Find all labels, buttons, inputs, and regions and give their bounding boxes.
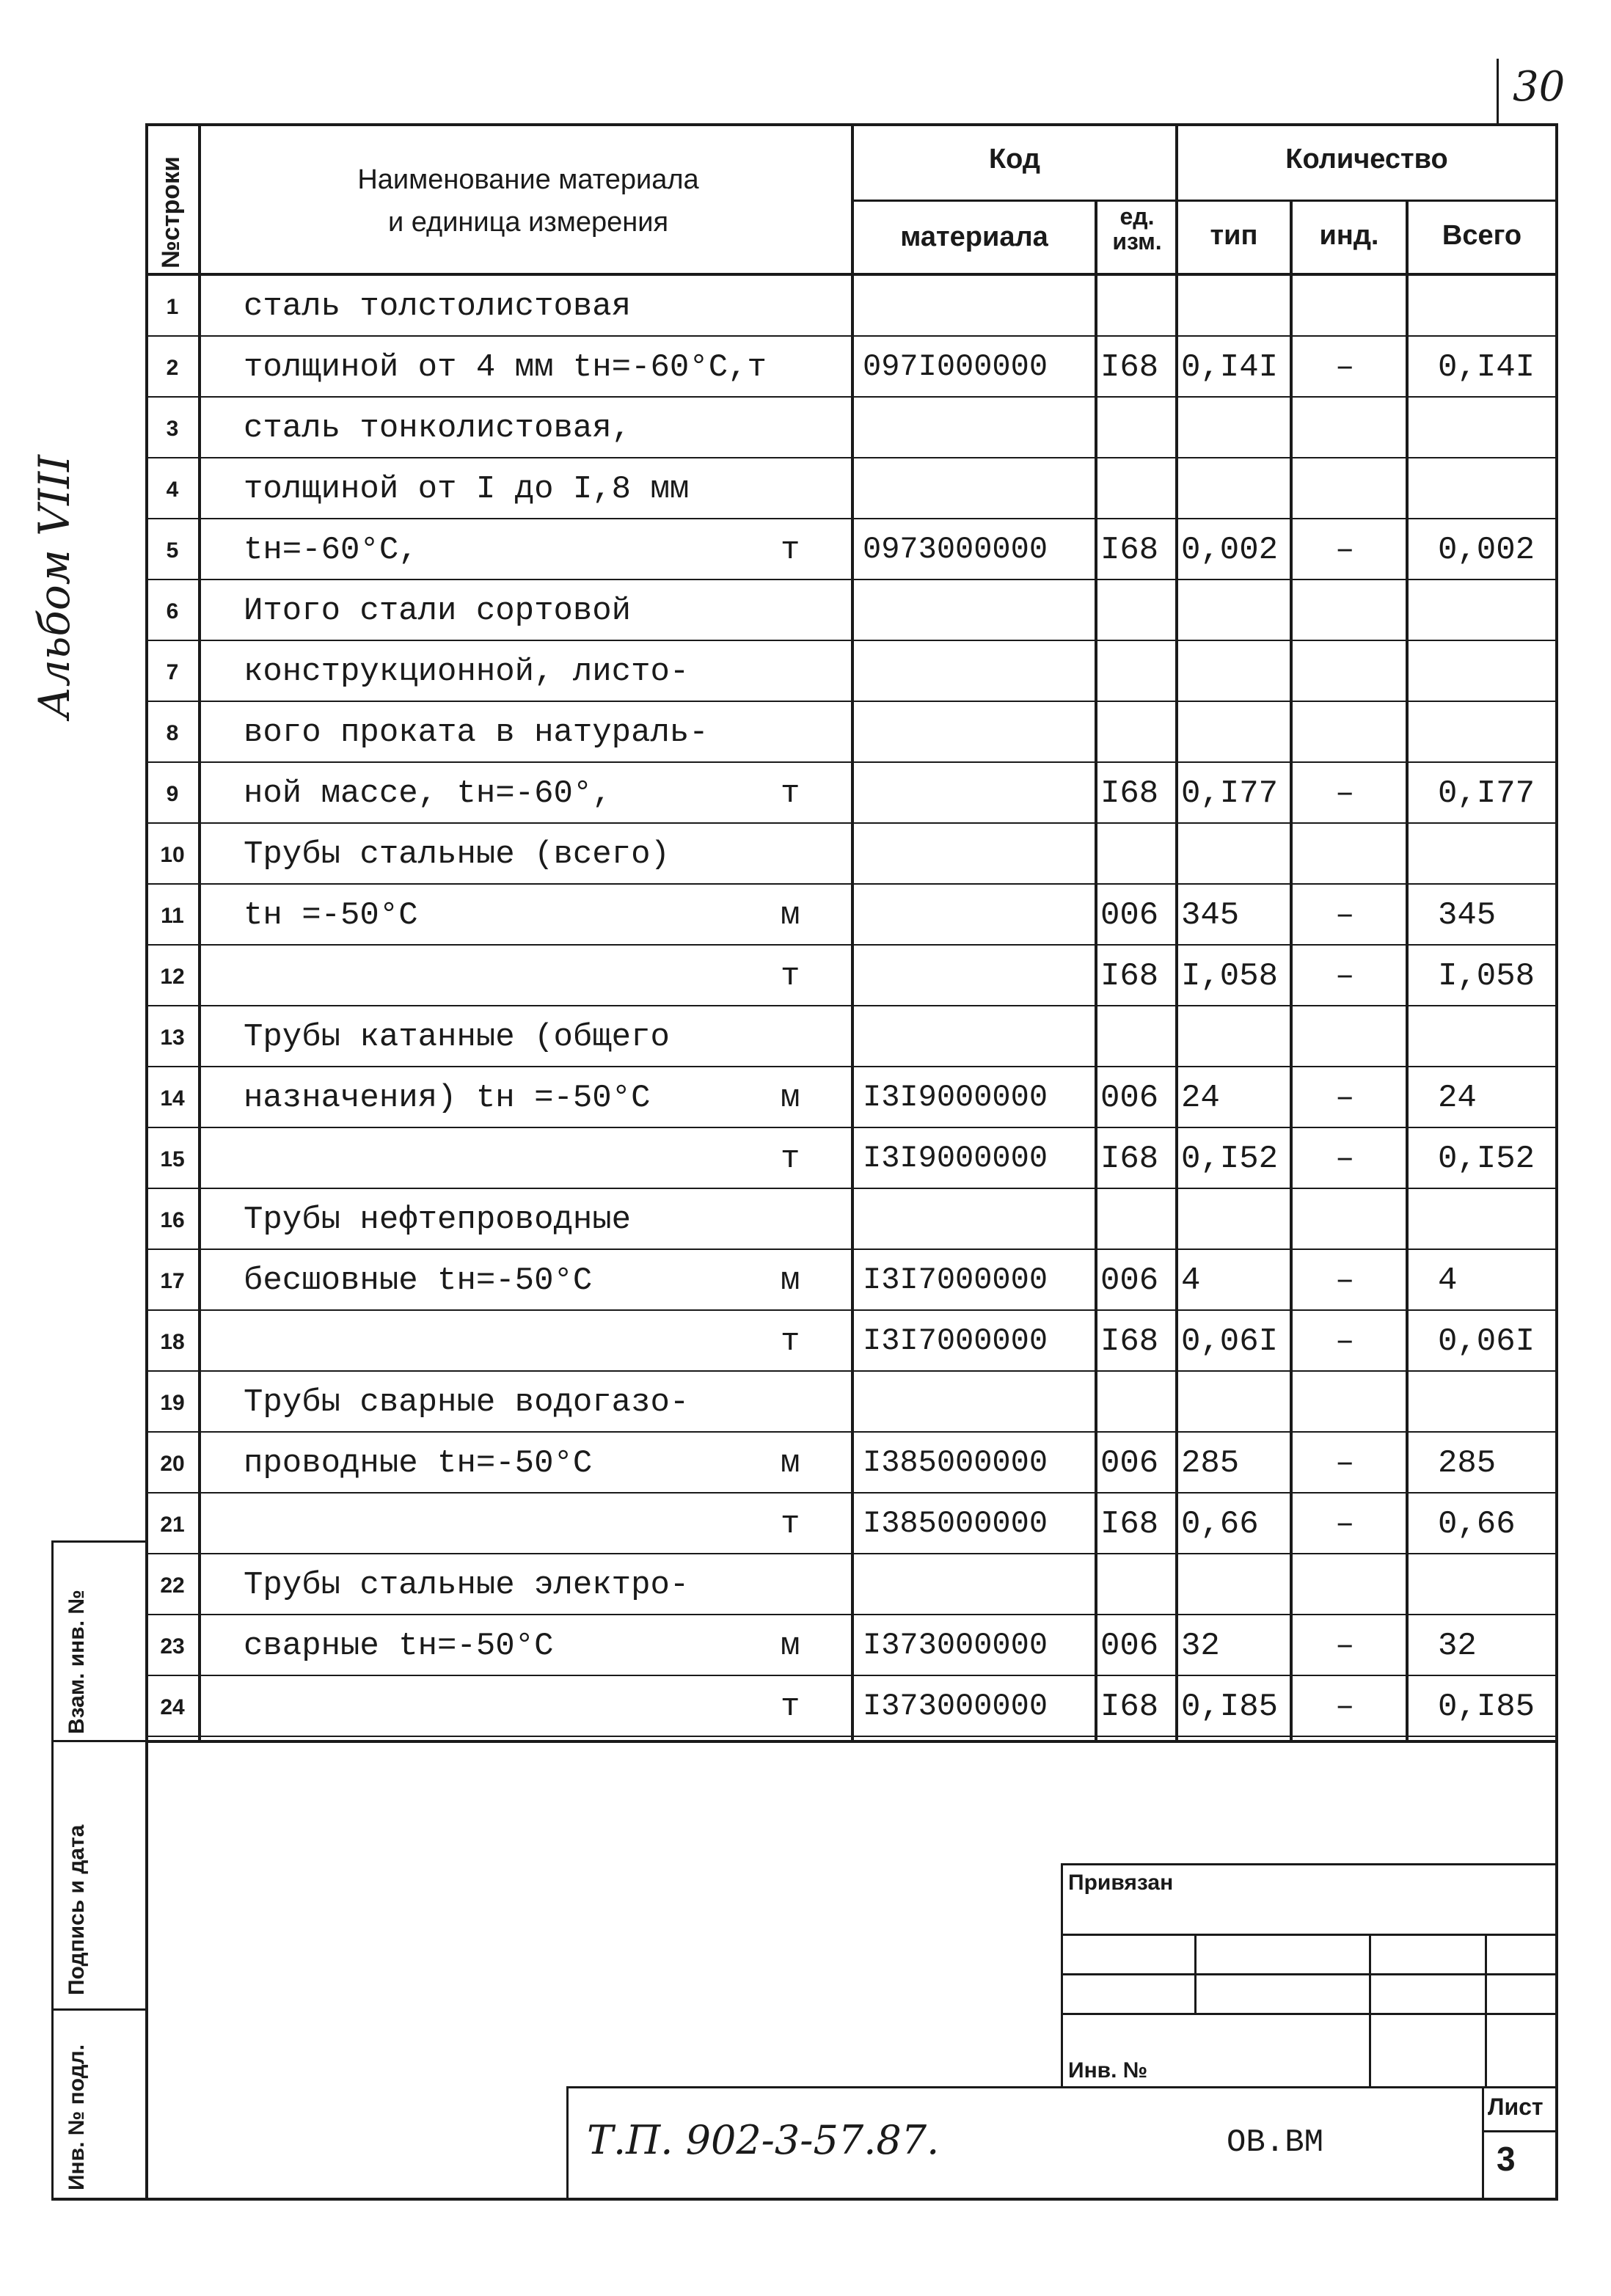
row-number: 3: [166, 417, 179, 441]
label-privyazan: Привязан: [1068, 1871, 1174, 1895]
unit-letter: т: [781, 1689, 800, 1725]
material-name: толщиной от I до I,8 мм: [244, 471, 690, 508]
qty-ind: –: [1335, 532, 1355, 568]
row-number: 6: [166, 599, 179, 624]
qty-type: 0,I77: [1181, 775, 1279, 812]
qty-total: 32: [1438, 1628, 1477, 1664]
row-number: 11: [161, 904, 184, 928]
material-code: I385000000: [863, 1445, 1048, 1480]
row-number: 19: [160, 1391, 185, 1415]
document-code: Т.П. 902-3-57.87.: [587, 2117, 940, 2163]
sheet-number: 3: [1497, 2140, 1516, 2178]
material-name: проводные tн=-50°С: [244, 1445, 593, 1482]
material-code: I3I9000000: [863, 1080, 1048, 1115]
unit-letter: м: [781, 897, 800, 934]
qty-total: 0,I52: [1438, 1141, 1535, 1177]
row-number: 16: [160, 1208, 185, 1232]
material-code: 0973000000: [863, 532, 1048, 567]
unit-letter: м: [781, 1628, 800, 1664]
qty-total: 0,002: [1438, 532, 1535, 568]
qty-ind: –: [1335, 1506, 1355, 1543]
label-inv-no: Инв. №: [1068, 2058, 1148, 2083]
document-mark: ОВ.ВМ: [1227, 2124, 1324, 2161]
row-number: 8: [166, 721, 179, 745]
label-vzam-inv: Взам. инв. №: [65, 1590, 89, 1734]
material-code: I385000000: [863, 1506, 1048, 1541]
unit-code: 006: [1100, 1262, 1159, 1299]
material-code: I3I7000000: [863, 1262, 1048, 1298]
qty-ind: –: [1335, 1445, 1355, 1482]
label-inv-podl: Инв. № подл.: [65, 2044, 89, 2190]
unit-code: I68: [1100, 1689, 1159, 1725]
row-number: 12: [160, 965, 185, 989]
page-number: 30: [1513, 63, 1566, 111]
material-code: I373000000: [863, 1628, 1048, 1663]
qty-ind: –: [1335, 1689, 1355, 1725]
header-quantity: Количество: [1285, 144, 1448, 175]
header-q-total: Всего: [1442, 220, 1522, 251]
material-name: Трубы стальные электро-: [244, 1567, 690, 1604]
qty-total: 24: [1438, 1080, 1477, 1116]
qty-type: 0,I4I: [1181, 349, 1279, 386]
material-name: ной массе, tн=-60°,: [244, 775, 612, 812]
qty-type: 4: [1181, 1262, 1201, 1299]
material-name: Трубы сварные водогазо-: [244, 1384, 690, 1421]
qty-type: 0,66: [1181, 1506, 1259, 1543]
unit-letter: т: [781, 1323, 800, 1360]
header-q-type: тип: [1210, 220, 1258, 251]
row-number: 24: [160, 1695, 185, 1719]
qty-ind: –: [1335, 897, 1355, 934]
row-number: 1: [166, 295, 179, 319]
qty-type: 345: [1181, 897, 1240, 934]
material-name: толщиной от 4 мм tн=-60°С,т: [244, 349, 767, 386]
unit-letter: т: [781, 1141, 800, 1177]
unit-letter: т: [781, 775, 800, 812]
qty-total: 345: [1438, 897, 1497, 934]
qty-ind: –: [1335, 775, 1355, 812]
material-name: сталь толстолистовая: [244, 288, 632, 325]
row-number: 9: [166, 782, 179, 806]
material-name: конструкционной, листо-: [244, 654, 690, 690]
unit-letter: м: [781, 1080, 800, 1116]
qty-ind: –: [1335, 1323, 1355, 1360]
material-code: I3I9000000: [863, 1141, 1048, 1176]
unit-code: 006: [1100, 897, 1159, 934]
unit-code: 006: [1100, 1445, 1159, 1482]
qty-total: 0,66: [1438, 1506, 1516, 1543]
row-number: 2: [166, 356, 179, 380]
row-number: 22: [160, 1573, 185, 1598]
material-name: tн=-60°С,: [244, 532, 418, 568]
material-name: сталь тонколистовая,: [244, 410, 632, 447]
material-name: бесшовные tн=-50°С: [244, 1262, 593, 1299]
unit-code: I68: [1100, 775, 1159, 812]
unit-code: I68: [1100, 1323, 1159, 1360]
qty-total: 0,06I: [1438, 1323, 1535, 1360]
qty-type: 24: [1181, 1080, 1220, 1116]
qty-type: 285: [1181, 1445, 1240, 1482]
material-name: Итого стали сортовой: [244, 593, 632, 629]
qty-type: 0,I85: [1181, 1689, 1279, 1725]
row-number: 21: [160, 1513, 185, 1537]
unit-letter: т: [781, 958, 800, 995]
material-name: сварные tн=-50°С: [244, 1628, 554, 1664]
header-row-number: №строки: [157, 156, 185, 268]
header-q-ind: инд.: [1319, 220, 1379, 251]
row-number: 4: [166, 478, 179, 502]
label-podpis-data: Подпись и дата: [65, 1824, 89, 1995]
row-number: 17: [160, 1269, 185, 1293]
material-code: 097I000000: [863, 349, 1048, 384]
row-number: 10: [160, 843, 185, 867]
unit-letter: м: [781, 1262, 800, 1299]
qty-ind: –: [1335, 1262, 1355, 1299]
unit-code: 006: [1100, 1628, 1159, 1664]
row-number: 18: [160, 1330, 185, 1354]
qty-total: 285: [1438, 1445, 1497, 1482]
unit-code: I68: [1100, 1141, 1159, 1177]
qty-ind: –: [1335, 1141, 1355, 1177]
unit-code: I68: [1100, 532, 1159, 568]
header-code-unit: ед. изм.: [1112, 203, 1162, 255]
qty-type: 0,06I: [1181, 1323, 1279, 1360]
row-number: 14: [160, 1086, 185, 1111]
unit-code: I68: [1100, 1506, 1159, 1543]
qty-ind: –: [1335, 349, 1355, 386]
qty-ind: –: [1335, 958, 1355, 995]
label-sheet: Лист: [1488, 2094, 1544, 2120]
unit-code: I68: [1100, 349, 1159, 386]
row-number: 20: [160, 1452, 185, 1476]
qty-ind: –: [1335, 1628, 1355, 1664]
row-number: 15: [160, 1147, 185, 1171]
material-name: назначения) tн =-50°С: [244, 1080, 651, 1116]
qty-total: 4: [1438, 1262, 1458, 1299]
row-number: 7: [166, 660, 179, 684]
material-name: Трубы катанные (общего: [244, 1019, 670, 1056]
unit-letter: т: [781, 1506, 800, 1543]
material-name: Трубы стальные (всего): [244, 836, 670, 873]
header-name-line2: и единица измерения: [387, 207, 669, 238]
qty-total: 0,I77: [1438, 775, 1535, 812]
unit-letter: м: [781, 1445, 800, 1482]
row-number: 13: [160, 1025, 185, 1050]
header-name-line1: Наименование материала: [357, 164, 699, 195]
unit-code: 006: [1100, 1080, 1159, 1116]
unit-code: I68: [1100, 958, 1159, 995]
header-code-material: материала: [900, 222, 1048, 252]
qty-total: 0,I85: [1438, 1689, 1535, 1725]
material-code: I373000000: [863, 1689, 1048, 1724]
row-number: 23: [160, 1634, 185, 1659]
material-name: Трубы нефтепроводные: [244, 1202, 632, 1238]
qty-type: 32: [1181, 1628, 1220, 1664]
qty-type: 0,002: [1181, 532, 1279, 568]
qty-ind: –: [1335, 1080, 1355, 1116]
album-note: Альбом VIII: [29, 455, 79, 719]
material-code: I3I7000000: [863, 1323, 1048, 1359]
qty-total: 0,I4I: [1438, 349, 1535, 386]
qty-total: I,058: [1438, 958, 1535, 995]
header-code: Код: [988, 144, 1041, 175]
row-number: 5: [166, 538, 179, 563]
unit-letter: т: [781, 532, 800, 568]
qty-type: I,058: [1181, 958, 1279, 995]
material-name: tн =-50°С: [244, 897, 418, 934]
qty-type: 0,I52: [1181, 1141, 1279, 1177]
material-name: вого проката в натураль-: [244, 714, 709, 751]
